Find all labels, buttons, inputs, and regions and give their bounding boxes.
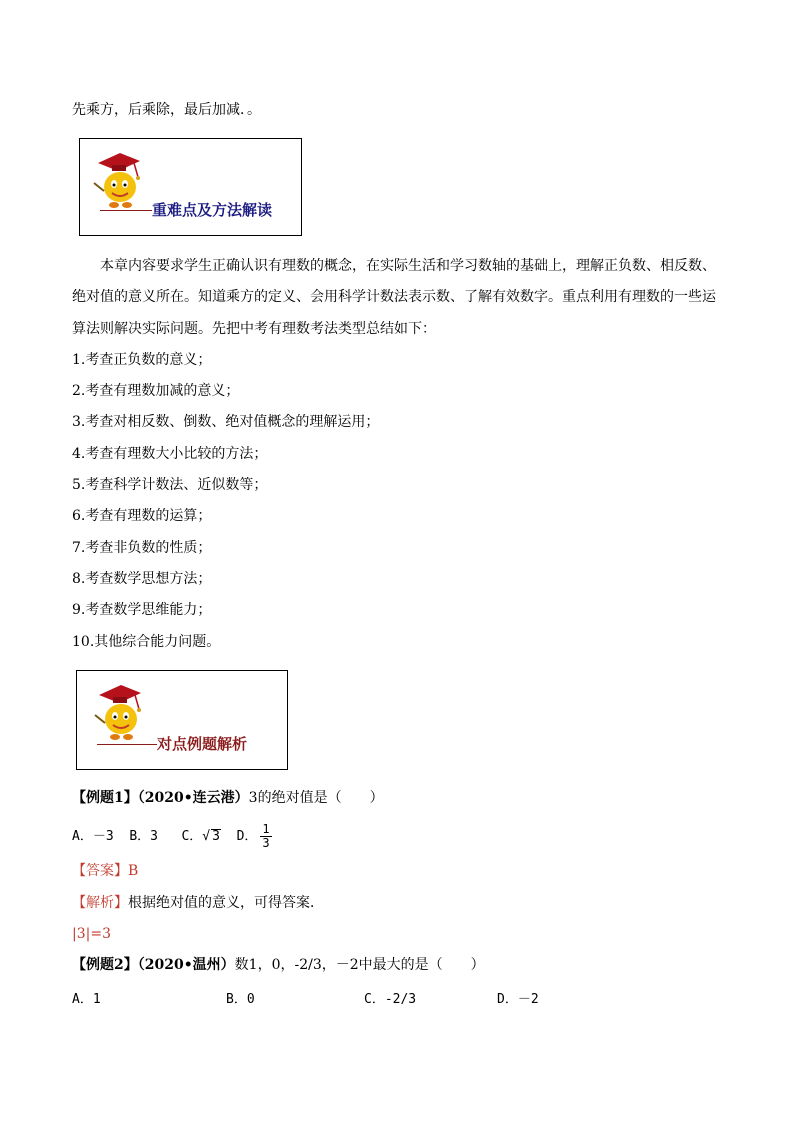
example2-question bbox=[72, 955, 485, 975]
list-item: 8.考查数学思想方法； bbox=[72, 571, 212, 587]
option-b: B．3 bbox=[129, 829, 158, 844]
analysis-text: 根据绝对值的意义，可得答案． bbox=[128, 895, 324, 911]
paragraph-line-1: 本章内容要求学生正确认识有理数的概念，在实际生活和学习数轴的基础上，理解正负数、相反数、 bbox=[100, 258, 716, 274]
section-banner-difficulties bbox=[79, 138, 302, 236]
fraction-numerator: 1 bbox=[262, 822, 270, 836]
example-source: （2020•连云港） bbox=[137, 790, 249, 806]
banner-title: 对点例题解析 bbox=[157, 735, 248, 753]
example1-options bbox=[72, 823, 272, 850]
option-d-prefix: D． bbox=[236, 829, 258, 844]
option-c-prefix: C． bbox=[181, 829, 203, 844]
example-question-text: 数1，0，-2/3，－2中最大的是（ ） bbox=[234, 957, 485, 973]
option-a: A．－3 bbox=[72, 829, 114, 844]
example-tag: 【例题1】 bbox=[72, 790, 138, 806]
banner-title: 重难点及方法解读 bbox=[152, 201, 273, 219]
graduate-mascot-icon bbox=[91, 679, 153, 751]
example-question-text: 3的绝对值是（ ） bbox=[248, 790, 384, 806]
intro-line: 先乘方，后乘除，最后加减．。 bbox=[72, 102, 261, 118]
example1-question bbox=[72, 788, 384, 808]
banner-divider bbox=[97, 744, 157, 745]
option-c: C．-2/3 bbox=[364, 992, 417, 1007]
list-item: 9.考查数学思维能力； bbox=[72, 602, 212, 618]
list-item: 10.其他综合能力问题。 bbox=[72, 634, 221, 650]
paragraph-line-3: 算法则解决实际问题。先把中考有理数考法类型总结如下： bbox=[72, 321, 436, 337]
option-a: A．1 bbox=[72, 992, 101, 1007]
option-c-radicand: 3 bbox=[212, 829, 220, 844]
analysis-label: 【解析】 bbox=[72, 895, 128, 911]
graduate-mascot-icon bbox=[90, 147, 152, 219]
fraction-denominator: 3 bbox=[262, 836, 270, 850]
list-item: 2.考查有理数加减的意义； bbox=[72, 383, 240, 399]
list-item: 4.考查有理数大小比较的方法； bbox=[72, 446, 268, 462]
answer-value: B bbox=[128, 863, 139, 879]
answer-label: 【答案】 bbox=[72, 863, 128, 879]
option-d: D．－2 bbox=[497, 992, 539, 1007]
section-banner-examples bbox=[76, 670, 288, 770]
example1-answer bbox=[72, 861, 138, 881]
example1-analysis bbox=[72, 893, 324, 913]
banner-divider bbox=[100, 210, 152, 211]
option-b: B．0 bbox=[226, 992, 255, 1007]
example-tag: 【例题2】 bbox=[72, 957, 138, 973]
list-item: 6.考查有理数的运算； bbox=[72, 508, 212, 524]
sqrt-symbol: √ bbox=[202, 829, 211, 844]
example-source: （2020•温州） bbox=[137, 957, 235, 973]
list-item: 7.考查非负数的性质； bbox=[72, 540, 212, 556]
list-item: 3.考查对相反数、倒数、绝对值概念的理解运用； bbox=[72, 414, 380, 430]
paragraph-line-2: 绝对值的意义所在。知道乘方的定义、会用科学计数法表示数、了解有效数字。重点利用有理数的一些运 bbox=[72, 289, 716, 305]
list-item: 1.考查正负数的意义； bbox=[72, 352, 212, 368]
option-d-fraction bbox=[260, 823, 271, 850]
list-item: 5.考查科学计数法、近似数等； bbox=[72, 477, 268, 493]
example1-work: |3|=3 bbox=[72, 926, 111, 942]
